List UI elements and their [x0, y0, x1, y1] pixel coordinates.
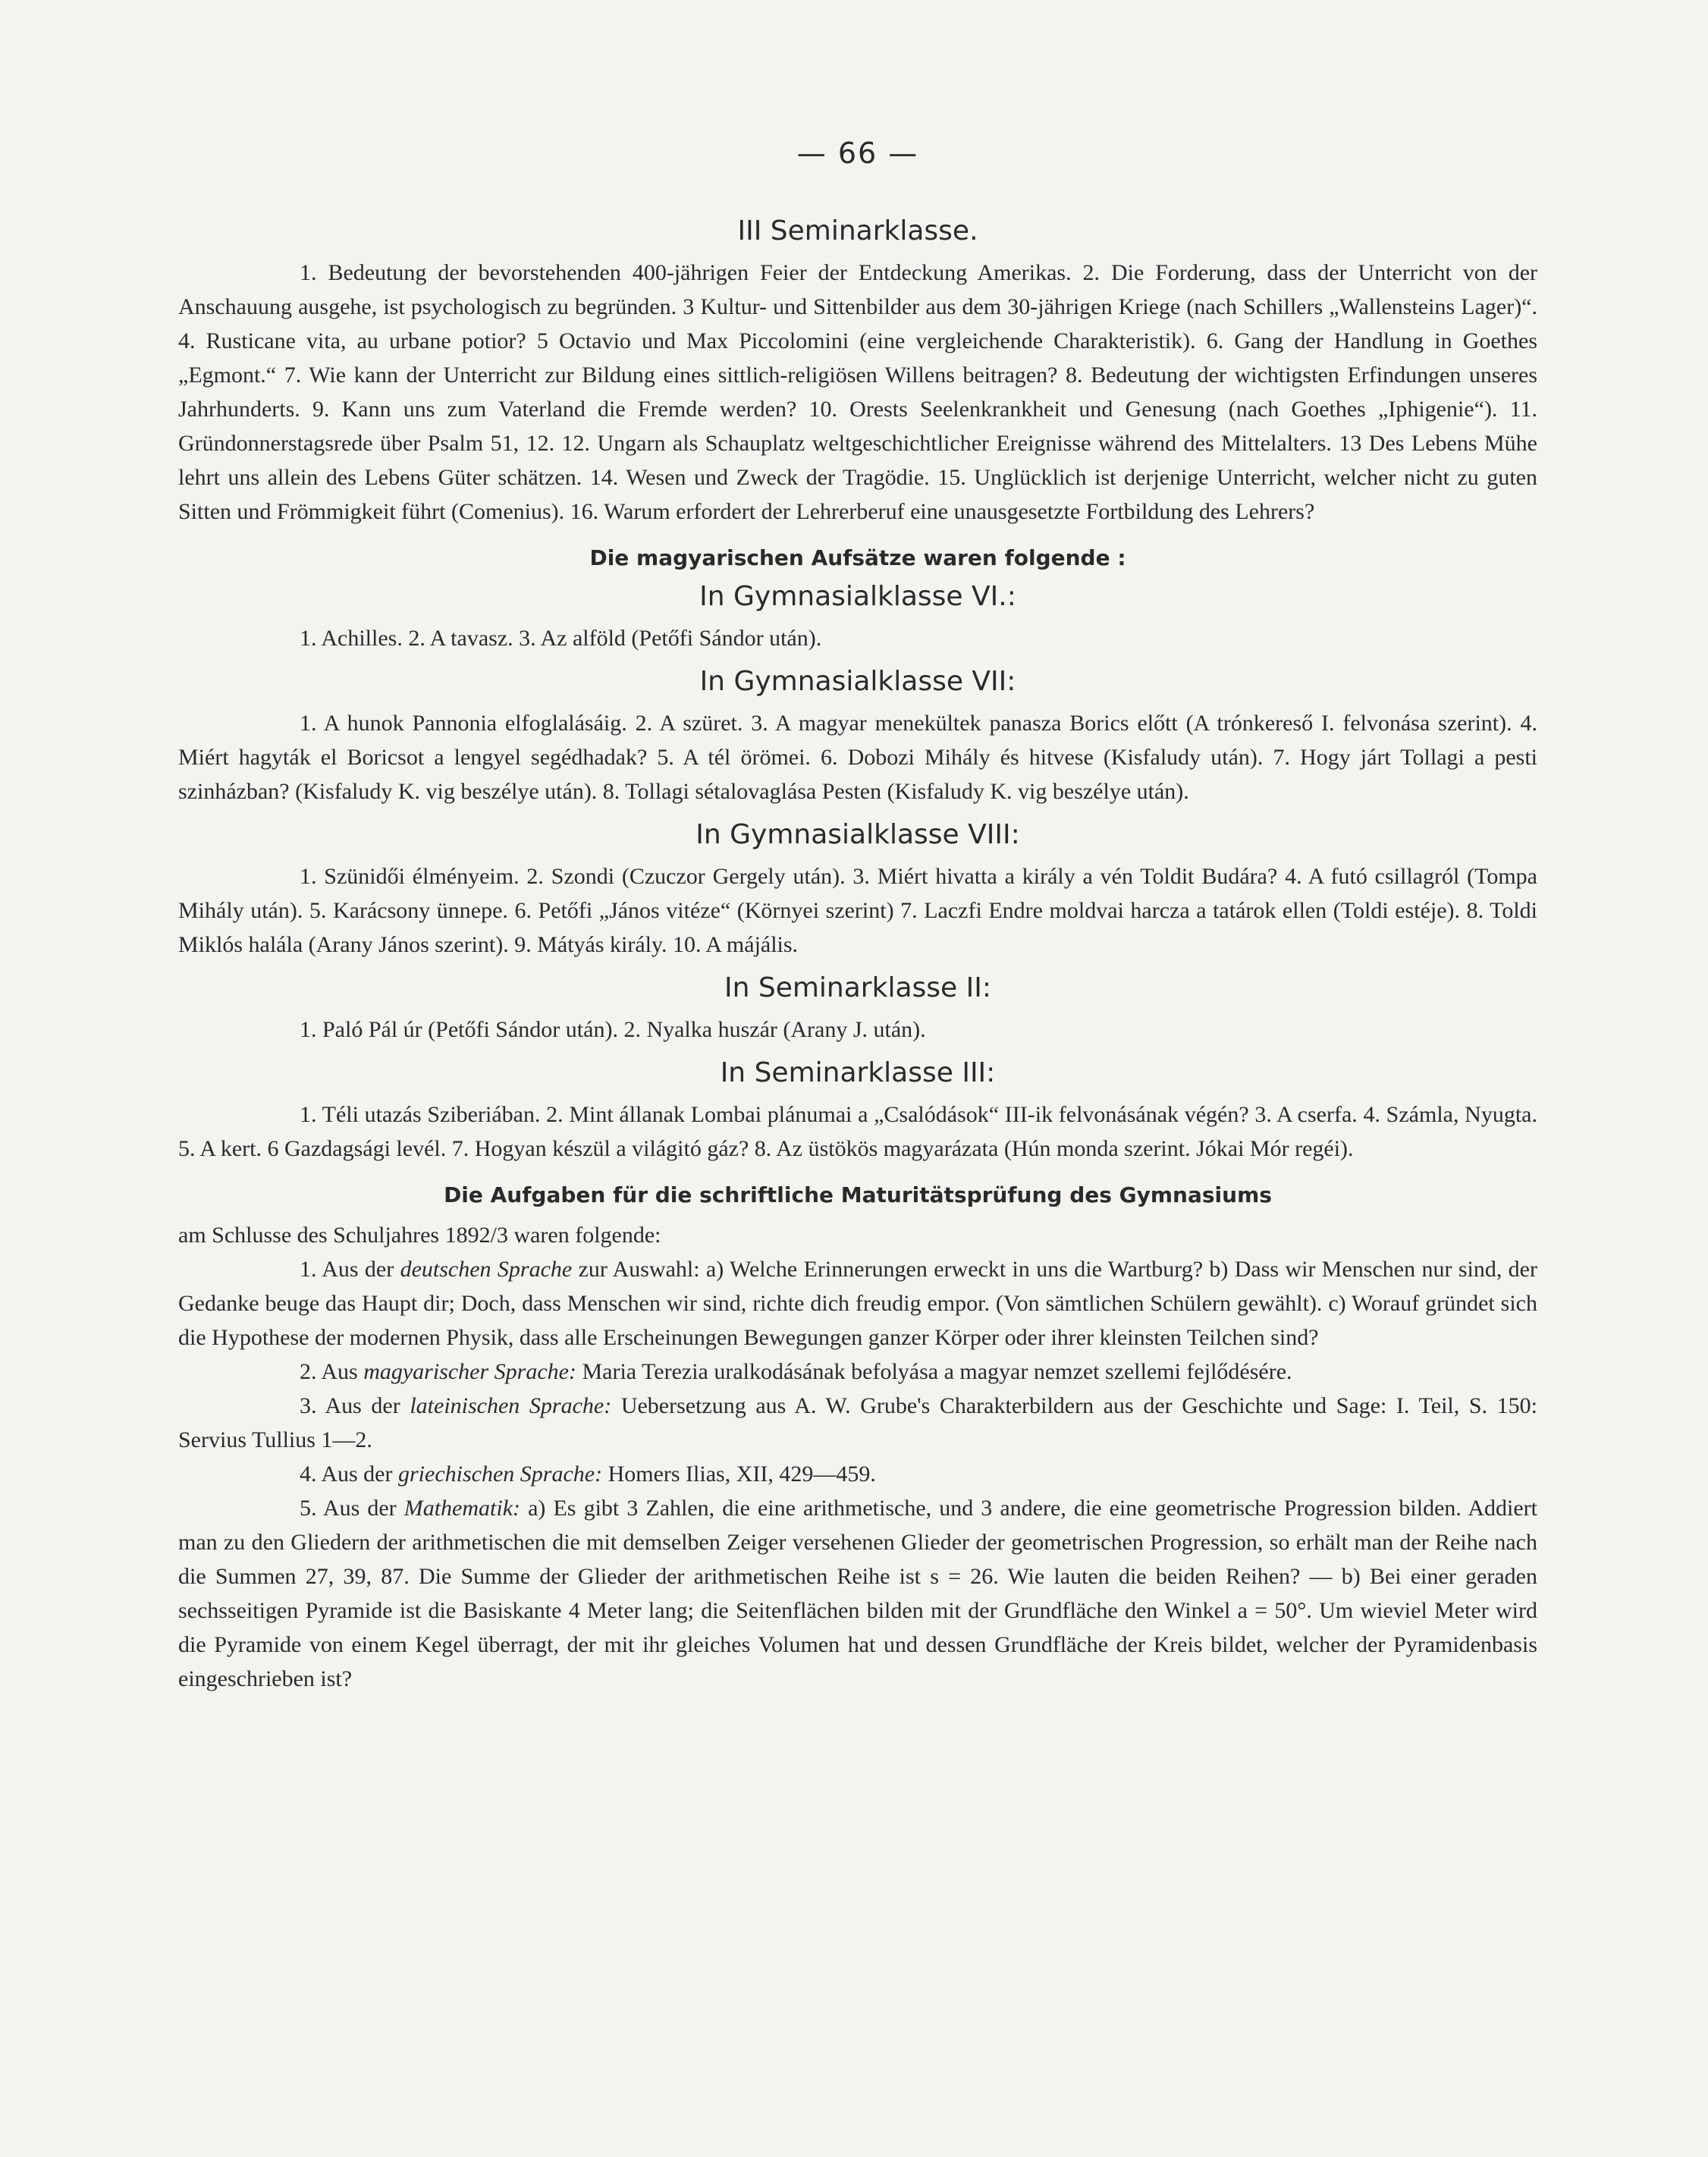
matura-item-prefix: 1. Aus der	[300, 1257, 400, 1282]
gym6-topics: 1. Achilles. 2. A tavasz. 3. Az alföld (Petőfi Sándor után).	[300, 626, 822, 651]
matura-item-prefix: 4. Aus der	[300, 1462, 398, 1487]
matura-item-german	[178, 1252, 1537, 1355]
matura-item-prefix: 5. Aus der	[300, 1496, 404, 1521]
gym6-heading: In Gymnasialklasse VI.:	[699, 581, 1016, 612]
sem3-topics: 1. Téli utazás Sziberiában. 2. Mint állanak Lombai plánumai a „Csalódások“ III-ik felvonásának végén? 3. A cserfa. 4. Számla, Nyugta. 5. A kert. 6 Gazdagsági levél. 7. Hogyan készül a világitó gáz? 8. Az üstökös magyarázata (Hún monda szerint. Jókai Mór regéi).	[178, 1102, 1537, 1161]
seminar3-topics: 1. Bedeutung der bevorstehenden 400-jährigen Feier der Entdeckung Amerikas. 2. Die Forderung, dass der Unterricht von der Anschauung ausgehe, ist psychologisch zu begründen. 3 Kultur- und Sittenbilder aus dem 30-jährigen Kriege (nach Schillers „Wallensteins Lager)“. 4. Rusticane vita, au urbane potior? 5 Octavio und Max Piccolomini (eine vergleichende Charakteristik). 6. Gang der Handlung in Goethes „Egmont.“ 7. Wie kann der Unterricht zur Bildung eines sittlich-religiösen Willens beitragen? 8. Bedeutung der wichtigsten Erfindungen unseres Jahrhunderts. 9. Kann uns zum Vaterland die Fremde werden? 10. Orests Seelenkrankheit und Genesung (nach Goethes „Iphigenie“). 11. Gründonnerstagsrede über Psalm 51, 12. 12. Ungarn als Schauplatz weltgeschichtlicher Ereignisse während des Mittelalters. 13 Des Lebens Mühe lehrt uns allein des Lebens Güter schätzen. 14. Wesen und Zweck der Tragödie. 15. Unglücklich ist derjenige Unterricht, welcher nicht zu guten Sitten und Frömmigkeit führt (Comenius). 16. Warum erfordert der Lehrerberuf eine unausgesetzte Fortbildung des Lehrers?	[178, 260, 1537, 524]
page-number: — 66 —	[796, 137, 919, 170]
matura-item-text: Uebersetzung aus A. W. Grube's Charakterbildern aus der Geschichte und Sage: I. Teil, S. 150: Servius Tullius 1—2.	[178, 1393, 1537, 1452]
matura-item-prefix: 2. Aus	[300, 1359, 364, 1384]
magyar-essays-heading: Die magyarischen Aufsätze waren folgende :	[589, 545, 1126, 570]
matura-item-math	[178, 1491, 1537, 1696]
sem2-heading: In Seminarklasse II:	[724, 972, 991, 1003]
gym8-heading: In Gymnasialklasse VIII:	[695, 819, 1020, 850]
sem2-topics: 1. Paló Pál úr (Petőfi Sándor után). 2. Nyalka huszár (Arany J. után).	[300, 1017, 926, 1042]
matura-item-subject: deutschen Sprache	[400, 1257, 573, 1282]
matura-item-subject: Mathematik:	[403, 1496, 521, 1521]
matura-item-greek	[178, 1457, 1537, 1491]
seminar3-heading: III Seminarklasse.	[737, 215, 978, 246]
matura-item-subject: lateinischen Sprache:	[410, 1393, 612, 1418]
gym7-topics: 1. A hunok Pannonia elfoglalásáig. 2. A szüret. 3. A magyar menekültek panasza Borics előtt (A trónkereső I. felvonása szerint). 4. Miért hagyták el Boricsot a lengyel segédhadak? 5. A tél örömei. 6. Dobozi Mihály és hitvese (Kisfaludy után). 7. Hogy járt Tollagi a pesti szinházban? (Kisfaludy K. vig beszélye után). 8. Tollagi sétalovaglása Pesten (Kisfaludy K. vig beszélye után).	[178, 711, 1537, 804]
matura-item-subject: griechischen Sprache:	[398, 1462, 603, 1487]
matura-item-magyar	[178, 1355, 1537, 1389]
gym8-topics: 1. Szünidői élményeim. 2. Szondi (Czuczor Gergely után). 3. Miért hivatta a király a vén Toldit Budára? 4. A futó csillagról (Tompa Mihály után). 5. Karácsony ünnepe. 6. Petőfi „János vitéze“ (Környei szerint) 7. Laczfi Endre moldvai harcza a tatárok ellen (Toldi estéje). 8. Toldi Miklós halála (Arany János szerint). 9. Mátyás király. 10. A májális.	[178, 864, 1537, 957]
sem3-heading: In Seminarklasse III:	[720, 1057, 996, 1088]
matura-item-latin	[178, 1389, 1537, 1457]
matura-item-text: zur Auswahl: a) Welche Erinnerungen erweckt in uns die Wartburg? b) Dass wir Menschen nur sind, der Gedanke beuge das Haupt dir; Doch, dass Menschen wir sind, richte dich freudig empor. (Von sämtlichen Schülern gewählt). c) Worauf gründet sich die Hypothese der modernen Physik, dass alle Erscheinungen Bewegungen ganzer Körper oder ihrer kleinsten Teilchen sind?	[178, 1257, 1537, 1350]
matura-item-text: a) Es gibt 3 Zahlen, die eine arithmetische, und 3 andere, die eine geometrische Progression bilden. Addiert man zu den Gliedern der arithmetischen die mit demselben Zeiger versehenen Glieder der geometrischen Progression, so erhält man der Reihe nach die Summen 27, 39, 87. Die Summe der Glieder der arithmetischen Reihe ist s = 26. Wie lauten die beiden Reihen? — b) Bei einer geraden sechsseitigen Pyramide ist die Basiskante 4 Meter lang; die Seitenflächen bilden mit der Grundfläche den Winkel a = 50°. Um wieviel Meter wird die Pyramide von einem Kegel überragt, der mit ihr gleiches Volumen hat und dessen Grundfläche der Kreis bildet, welcher der Pyramidenbasis eingeschrieben ist?	[178, 1496, 1537, 1691]
gym7-heading: In Gymnasialklasse VII:	[699, 666, 1016, 697]
matura-heading: Die Aufgaben für die schriftliche Maturitätsprüfung des Gymnasiums	[444, 1182, 1272, 1207]
matura-item-text: Homers Ilias, XII, 429—459.	[602, 1462, 876, 1487]
matura-intro: am Schlusse des Schuljahres 1892/3 waren folgende:	[178, 1223, 661, 1248]
matura-item-subject: magyarischer Sprache:	[363, 1359, 576, 1384]
matura-item-text: Maria Terezia uralkodásának befolyása a magyar nemzet szellemi fejlődésére.	[576, 1359, 1292, 1384]
matura-item-prefix: 3. Aus der	[300, 1393, 410, 1418]
